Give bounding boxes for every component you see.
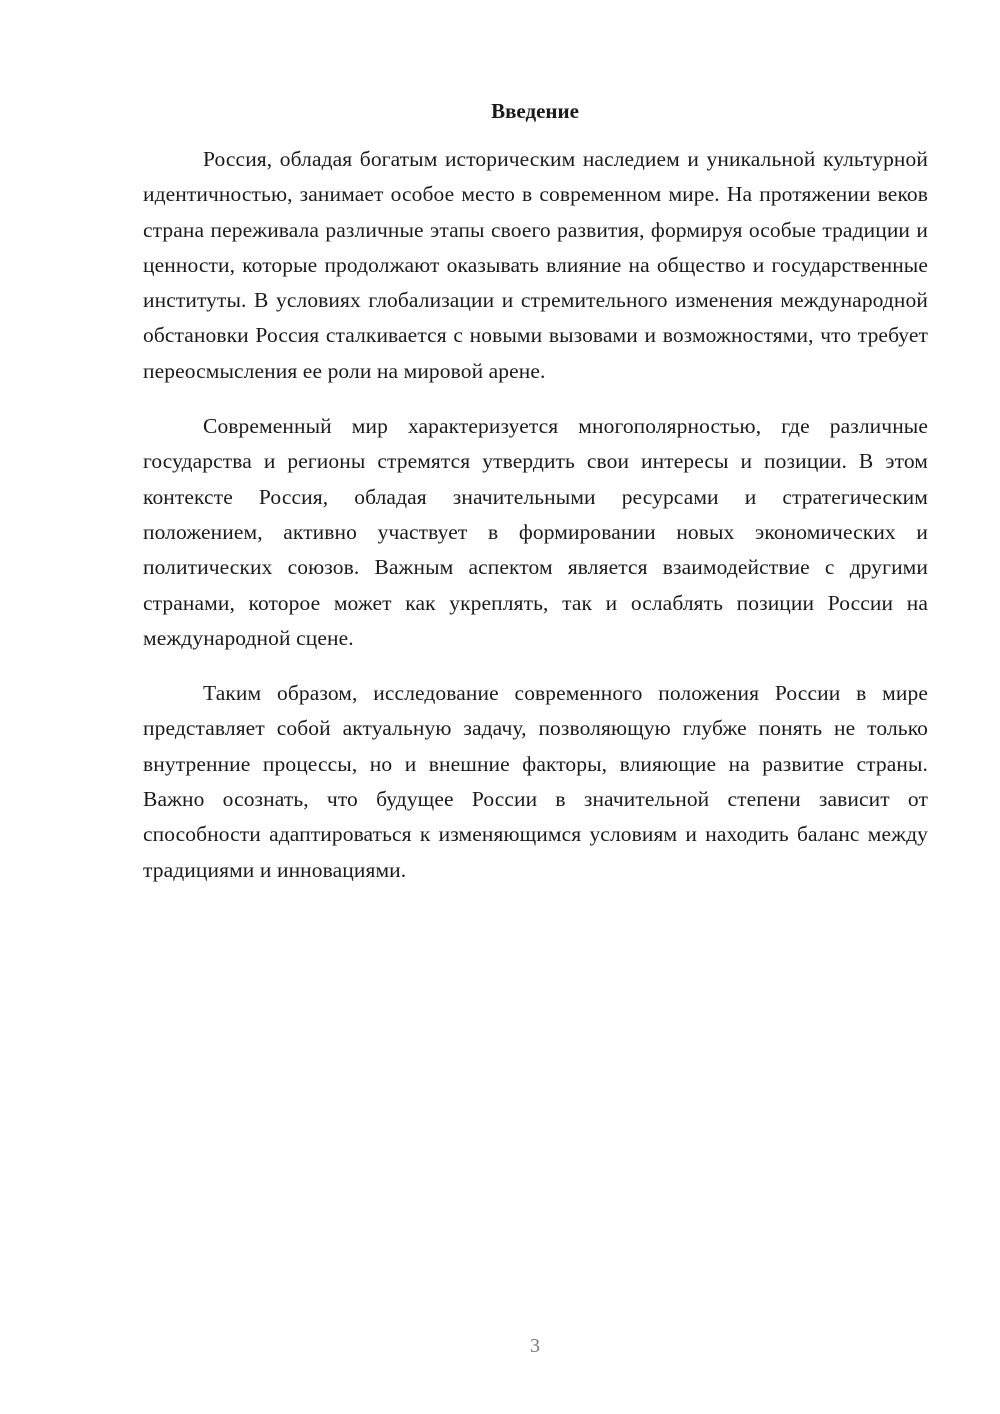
body-text	[143, 142, 928, 908]
paragraph-3: Таким образом, исследование современного положения России в мире представляет собой актуальную задачу, позволяющую глубже понять не только внутренние процессы, но и внешние факторы, влияющие на развитие страны. Важно осознать, что будущее России в значительной степени зависит от способности адаптироваться к изменяющимся условиям и находить баланс между традициями и инновациями.	[143, 681, 928, 882]
paragraph-1: Россия, обладая богатым историческим наследием и уникальной культурной идентичностью, занимает особое место в современном мире. На протяжении веков страна переживала различные этапы своего развития, формируя особые традиции и ценности, которые продолжают оказывать влияние на общество и государственные институты. В условиях глобализации и стремительного изменения международной обстановки Россия сталкивается с новыми вызовами и возможностями, что требует переосмысления ее роли на мировой арене.	[143, 147, 928, 383]
section-heading: Введение	[491, 99, 579, 123]
paragraph-2: Современный мир характеризуется многополярностью, где различные государства и регионы стремятся утвердить свои интересы и позиции. В этом контексте Россия, обладая значительными ресурсами и стратегическим положением, активно участвует в формировании новых экономических и политических союзов. Важным аспектом является взаимодействие с другими странами, которое может как укреплять, так и ослаблять позиции России на международной сцене.	[143, 414, 928, 650]
page-number: 3	[530, 1335, 540, 1357]
